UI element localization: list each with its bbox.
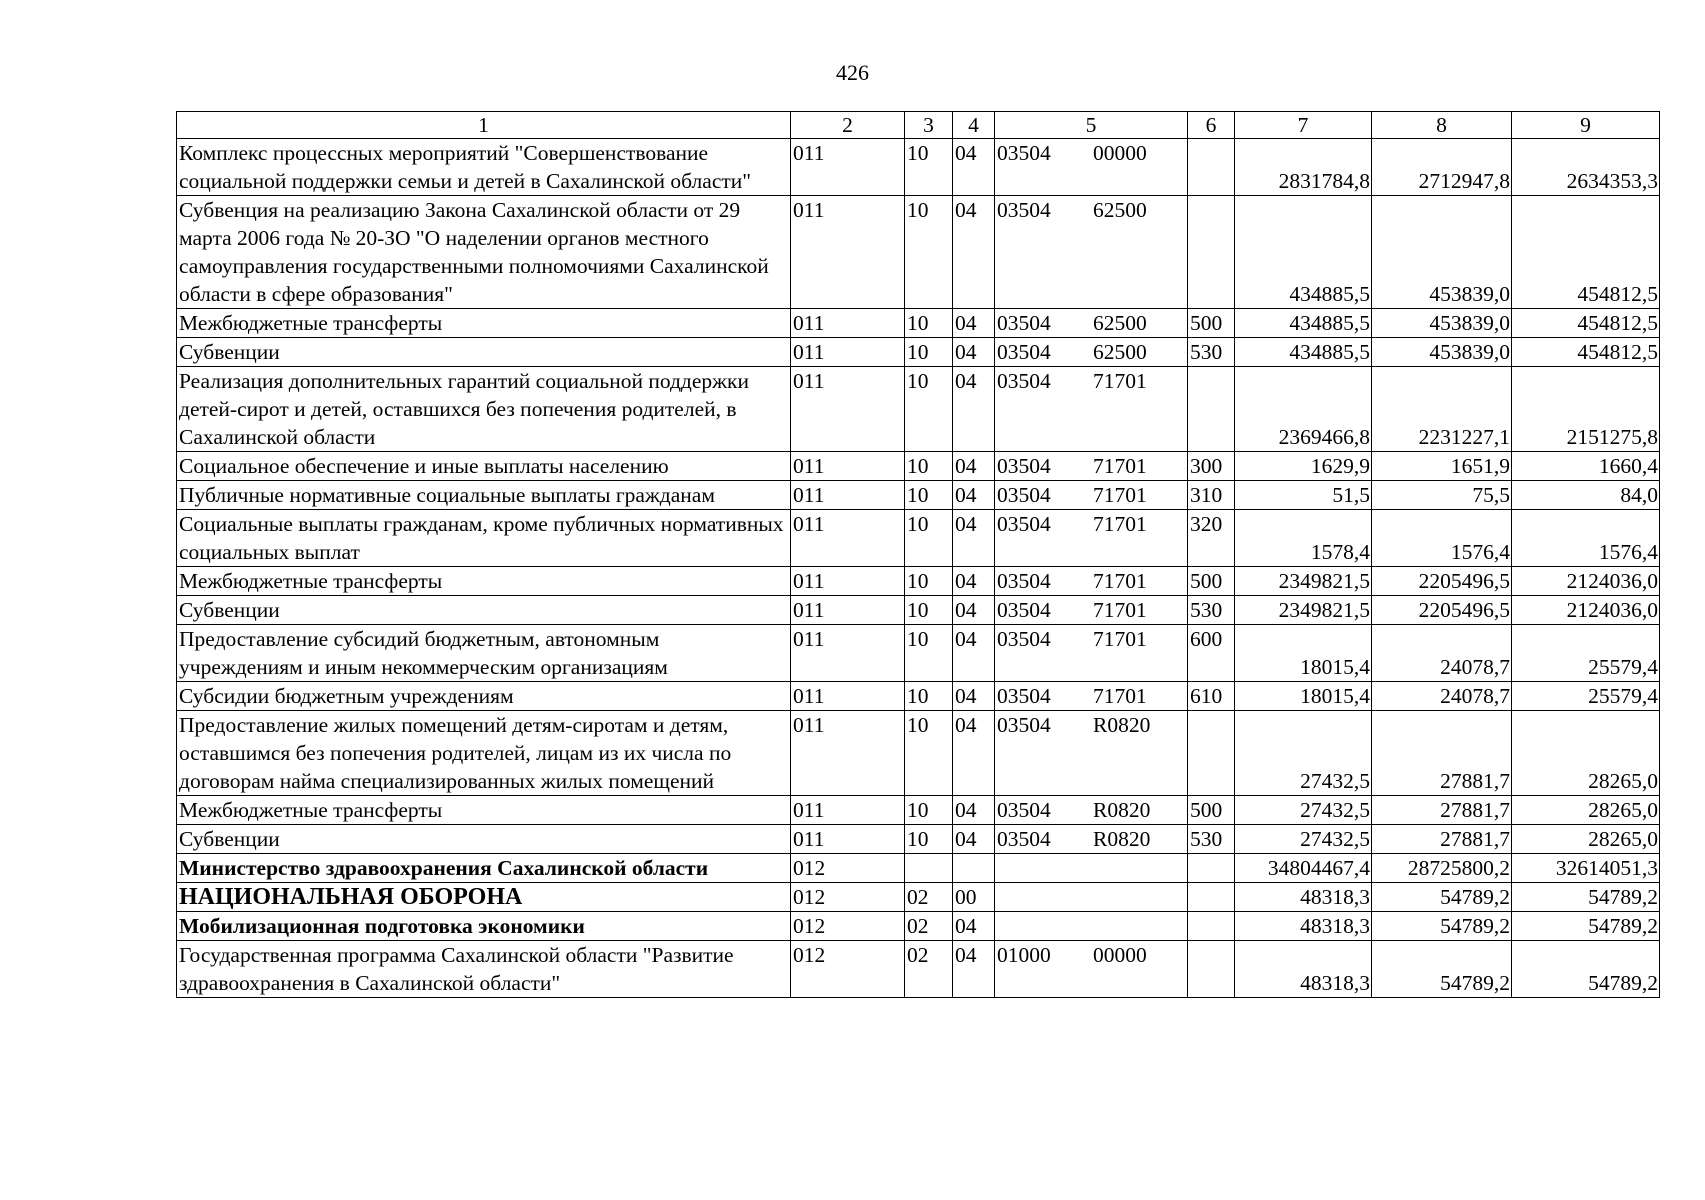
amount-year-1: 1578,4: [1235, 510, 1372, 567]
row-name: Комплекс процессных мероприятий "Совершенствование социальной поддержки семьи и детей в Сахалинской области": [177, 139, 791, 196]
target-article-code: [995, 883, 1188, 912]
subsection-code: 04: [953, 682, 995, 711]
ministry-code: 011: [791, 481, 905, 510]
direction-code: 00000: [1093, 141, 1147, 165]
amount-year-1: 2369466,8: [1235, 367, 1372, 452]
amount-year-1: 1629,9: [1235, 452, 1372, 481]
amount-year-2: 27881,7: [1372, 711, 1512, 796]
header-cell: 2: [791, 112, 905, 139]
target-article-code: [995, 854, 1188, 883]
amount-year-1: 48318,3: [1235, 883, 1372, 912]
subsection-code: [953, 854, 995, 883]
expense-type-code: [1188, 367, 1235, 452]
row-name: Межбюджетные трансферты: [177, 796, 791, 825]
row-name: Межбюджетные трансферты: [177, 309, 791, 338]
amount-year-2: 2231227,1: [1372, 367, 1512, 452]
budget-table: [176, 111, 1660, 998]
amount-year-3: 54789,2: [1512, 941, 1660, 998]
program-code: 03504: [997, 827, 1051, 851]
direction-code: 71701: [1093, 512, 1147, 536]
amount-year-2: 75,5: [1372, 481, 1512, 510]
amount-year-1: 434885,5: [1235, 309, 1372, 338]
header-cell: 9: [1512, 112, 1660, 139]
amount-year-2: 2205496,5: [1372, 567, 1512, 596]
target-article-code: [995, 941, 1188, 998]
amount-year-1: 27432,5: [1235, 711, 1372, 796]
expense-type-code: [1188, 883, 1235, 912]
amount-year-3: 1660,4: [1512, 452, 1660, 481]
row-name: НАЦИОНАЛЬНАЯ ОБОРОНА: [177, 883, 791, 912]
table-row: [177, 309, 1660, 338]
target-article-code: [995, 596, 1188, 625]
subsection-code: 04: [953, 510, 995, 567]
section-code: 10: [905, 338, 953, 367]
amount-year-3: 32614051,3: [1512, 854, 1660, 883]
header-cell: 5: [995, 112, 1188, 139]
program-code: 03504: [997, 454, 1051, 478]
ministry-code: 012: [791, 883, 905, 912]
subsection-code: 04: [953, 567, 995, 596]
amount-year-3: 2124036,0: [1512, 596, 1660, 625]
table-row: [177, 825, 1660, 854]
program-code: 03504: [997, 198, 1051, 222]
header-cell: 4: [953, 112, 995, 139]
table-row: [177, 139, 1660, 196]
amount-year-3: 2124036,0: [1512, 567, 1660, 596]
amount-year-2: 453839,0: [1372, 196, 1512, 309]
subsection-code: 04: [953, 912, 995, 941]
direction-code: 71701: [1093, 369, 1147, 393]
subsection-code: 04: [953, 452, 995, 481]
ministry-code: 011: [791, 452, 905, 481]
expense-type-code: 600: [1188, 625, 1235, 682]
target-article-code: [995, 481, 1188, 510]
ministry-code: 012: [791, 912, 905, 941]
subsection-code: 04: [953, 139, 995, 196]
subsection-code: 04: [953, 367, 995, 452]
row-name: Мобилизационная подготовка экономики: [177, 912, 791, 941]
table-row: [177, 941, 1660, 998]
amount-year-1: 434885,5: [1235, 338, 1372, 367]
row-name: Реализация дополнительных гарантий социальной поддержки детей-сирот и детей, оставшихся без попечения родителей, в Сахалинской области: [177, 367, 791, 452]
amount-year-2: 1576,4: [1372, 510, 1512, 567]
target-article-code: [995, 196, 1188, 309]
page-number: 426: [836, 60, 869, 85]
amount-year-1: 48318,3: [1235, 941, 1372, 998]
amount-year-3: 1576,4: [1512, 510, 1660, 567]
program-code: 03504: [997, 627, 1051, 651]
row-name: Межбюджетные трансферты: [177, 567, 791, 596]
section-code: 02: [905, 912, 953, 941]
ministry-code: 011: [791, 338, 905, 367]
header-cell: 7: [1235, 112, 1372, 139]
section-code: 10: [905, 567, 953, 596]
section-code: 10: [905, 682, 953, 711]
amount-year-1: 2831784,8: [1235, 139, 1372, 196]
direction-code: 00000: [1093, 943, 1147, 967]
program-code: 03504: [997, 598, 1051, 622]
table-row: [177, 510, 1660, 567]
amount-year-3: 28265,0: [1512, 825, 1660, 854]
section-code: 02: [905, 941, 953, 998]
target-article-code: [995, 711, 1188, 796]
amount-year-3: 28265,0: [1512, 796, 1660, 825]
expense-type-code: [1188, 854, 1235, 883]
direction-code: R0820: [1093, 798, 1151, 822]
expense-type-code: 310: [1188, 481, 1235, 510]
amount-year-3: 2634353,3: [1512, 139, 1660, 196]
target-article-code: [995, 796, 1188, 825]
direction-code: R0820: [1093, 713, 1151, 737]
section-code: 10: [905, 481, 953, 510]
amount-year-2: 54789,2: [1372, 912, 1512, 941]
program-code: 03504: [997, 311, 1051, 335]
section-code: 10: [905, 196, 953, 309]
amount-year-2: 27881,7: [1372, 825, 1512, 854]
expense-type-code: 500: [1188, 567, 1235, 596]
section-code: 10: [905, 796, 953, 825]
amount-year-3: 454812,5: [1512, 196, 1660, 309]
amount-year-1: 2349821,5: [1235, 567, 1372, 596]
ministry-code: 012: [791, 854, 905, 883]
expense-type-code: 610: [1188, 682, 1235, 711]
amount-year-3: 454812,5: [1512, 338, 1660, 367]
table-row: [177, 452, 1660, 481]
direction-code: 71701: [1093, 627, 1147, 651]
amount-year-1: 27432,5: [1235, 796, 1372, 825]
expense-type-code: [1188, 711, 1235, 796]
ministry-code: 011: [791, 711, 905, 796]
table-body: [177, 139, 1660, 998]
table-row: [177, 367, 1660, 452]
table-row: [177, 567, 1660, 596]
target-article-code: [995, 682, 1188, 711]
table-row: [177, 711, 1660, 796]
program-code: 01000: [997, 943, 1051, 967]
amount-year-2: 453839,0: [1372, 338, 1512, 367]
ministry-code: 011: [791, 567, 905, 596]
header-cell: 6: [1188, 112, 1235, 139]
program-code: 03504: [997, 369, 1051, 393]
row-name: Социальные выплаты гражданам, кроме публичных нормативных социальных выплат: [177, 510, 791, 567]
amount-year-3: 25579,4: [1512, 625, 1660, 682]
table-row: [177, 196, 1660, 309]
subsection-code: 04: [953, 596, 995, 625]
expense-type-code: 530: [1188, 596, 1235, 625]
program-code: 03504: [997, 483, 1051, 507]
row-name: Министерство здравоохранения Сахалинской области: [177, 854, 791, 883]
table-row: [177, 596, 1660, 625]
ministry-code: 011: [791, 510, 905, 567]
amount-year-1: 48318,3: [1235, 912, 1372, 941]
subsection-code: 04: [953, 481, 995, 510]
amount-year-3: 54789,2: [1512, 883, 1660, 912]
section-code: 10: [905, 139, 953, 196]
section-code: 10: [905, 452, 953, 481]
row-name: Субвенции: [177, 825, 791, 854]
section-code: 10: [905, 309, 953, 338]
amount-year-2: 2205496,5: [1372, 596, 1512, 625]
table-row: [177, 854, 1660, 883]
amount-year-2: 54789,2: [1372, 883, 1512, 912]
target-article-code: [995, 625, 1188, 682]
expense-type-code: [1188, 912, 1235, 941]
target-article-code: [995, 825, 1188, 854]
ministry-code: 011: [791, 196, 905, 309]
table-row: [177, 912, 1660, 941]
subsection-code: 04: [953, 625, 995, 682]
ministry-code: 011: [791, 596, 905, 625]
direction-code: 71701: [1093, 483, 1147, 507]
program-code: 03504: [997, 713, 1051, 737]
row-name: Предоставление субсидий бюджетным, автономным учреждениям и иным некоммерческим организациям: [177, 625, 791, 682]
program-code: 03504: [997, 141, 1051, 165]
subsection-code: 04: [953, 196, 995, 309]
section-code: 10: [905, 625, 953, 682]
amount-year-2: 24078,7: [1372, 682, 1512, 711]
ministry-code: 011: [791, 682, 905, 711]
target-article-code: [995, 510, 1188, 567]
amount-year-1: 34804467,4: [1235, 854, 1372, 883]
table-row: [177, 625, 1660, 682]
expense-type-code: 530: [1188, 338, 1235, 367]
table-row: [177, 682, 1660, 711]
section-code: 10: [905, 510, 953, 567]
header-cell: 1: [177, 112, 791, 139]
direction-code: 62500: [1093, 198, 1147, 222]
amount-year-1: 18015,4: [1235, 682, 1372, 711]
subsection-code: 04: [953, 825, 995, 854]
ministry-code: 011: [791, 796, 905, 825]
section-code: 10: [905, 711, 953, 796]
amount-year-2: 453839,0: [1372, 309, 1512, 338]
direction-code: 71701: [1093, 684, 1147, 708]
ministry-code: 011: [791, 139, 905, 196]
ministry-code: 011: [791, 625, 905, 682]
amount-year-1: 18015,4: [1235, 625, 1372, 682]
section-code: 10: [905, 825, 953, 854]
amount-year-2: 54789,2: [1372, 941, 1512, 998]
section-code: [905, 854, 953, 883]
row-name: Публичные нормативные социальные выплаты гражданам: [177, 481, 791, 510]
row-name: Субвенции: [177, 338, 791, 367]
ministry-code: 011: [791, 825, 905, 854]
ministry-code: 012: [791, 941, 905, 998]
target-article-code: [995, 367, 1188, 452]
expense-type-code: [1188, 196, 1235, 309]
program-code: 03504: [997, 569, 1051, 593]
expense-type-code: [1188, 139, 1235, 196]
header-cell: 8: [1372, 112, 1512, 139]
amount-year-2: 24078,7: [1372, 625, 1512, 682]
subsection-code: 04: [953, 711, 995, 796]
section-code: 02: [905, 883, 953, 912]
direction-code: 71701: [1093, 454, 1147, 478]
expense-type-code: 300: [1188, 452, 1235, 481]
program-code: 03504: [997, 512, 1051, 536]
amount-year-1: 434885,5: [1235, 196, 1372, 309]
direction-code: R0820: [1093, 827, 1151, 851]
row-name: Социальное обеспечение и иные выплаты населению: [177, 452, 791, 481]
row-name: Субвенция на реализацию Закона Сахалинской области от 29 марта 2006 года № 20-ЗО "О наделении органов местного самоуправления государственными полномочиями Сахалинской области в сфере образования": [177, 196, 791, 309]
amount-year-3: 2151275,8: [1512, 367, 1660, 452]
direction-code: 71701: [1093, 598, 1147, 622]
target-article-code: [995, 309, 1188, 338]
subsection-code: 04: [953, 338, 995, 367]
target-article-code: [995, 139, 1188, 196]
section-code: 10: [905, 596, 953, 625]
amount-year-1: 2349821,5: [1235, 596, 1372, 625]
amount-year-2: 28725800,2: [1372, 854, 1512, 883]
expense-type-code: 320: [1188, 510, 1235, 567]
ministry-code: 011: [791, 367, 905, 452]
row-name: Государственная программа Сахалинской области "Развитие здравоохранения в Сахалинской области": [177, 941, 791, 998]
table-row: [177, 481, 1660, 510]
target-article-code: [995, 452, 1188, 481]
amount-year-1: 51,5: [1235, 481, 1372, 510]
expense-type-code: 500: [1188, 796, 1235, 825]
section-code: 10: [905, 367, 953, 452]
program-code: 03504: [997, 340, 1051, 364]
direction-code: 62500: [1093, 340, 1147, 364]
direction-code: 71701: [1093, 569, 1147, 593]
program-code: 03504: [997, 798, 1051, 822]
amount-year-3: 54789,2: [1512, 912, 1660, 941]
amount-year-3: 28265,0: [1512, 711, 1660, 796]
amount-year-2: 1651,9: [1372, 452, 1512, 481]
header-cell: 3: [905, 112, 953, 139]
table-row: [177, 796, 1660, 825]
amount-year-2: 2712947,8: [1372, 139, 1512, 196]
expense-type-code: 530: [1188, 825, 1235, 854]
table-row: [177, 338, 1660, 367]
amount-year-3: 84,0: [1512, 481, 1660, 510]
subsection-code: 04: [953, 309, 995, 338]
program-code: 03504: [997, 684, 1051, 708]
amount-year-3: 454812,5: [1512, 309, 1660, 338]
target-article-code: [995, 338, 1188, 367]
header-row: [177, 112, 1660, 139]
row-name: Субсидии бюджетным учреждениям: [177, 682, 791, 711]
subsection-code: 04: [953, 796, 995, 825]
direction-code: 62500: [1093, 311, 1147, 335]
amount-year-2: 27881,7: [1372, 796, 1512, 825]
amount-year-3: 25579,4: [1512, 682, 1660, 711]
table-row: [177, 883, 1660, 912]
subsection-code: 04: [953, 941, 995, 998]
amount-year-1: 27432,5: [1235, 825, 1372, 854]
subsection-code: 00: [953, 883, 995, 912]
expense-type-code: 500: [1188, 309, 1235, 338]
ministry-code: 011: [791, 309, 905, 338]
target-article-code: [995, 567, 1188, 596]
row-name: Субвенции: [177, 596, 791, 625]
expense-type-code: [1188, 941, 1235, 998]
row-name: Предоставление жилых помещений детям-сиротам и детям, оставшимся без попечения родителей, лицам из их числа по договорам найма специализированных жилых помещений: [177, 711, 791, 796]
target-article-code: [995, 912, 1188, 941]
